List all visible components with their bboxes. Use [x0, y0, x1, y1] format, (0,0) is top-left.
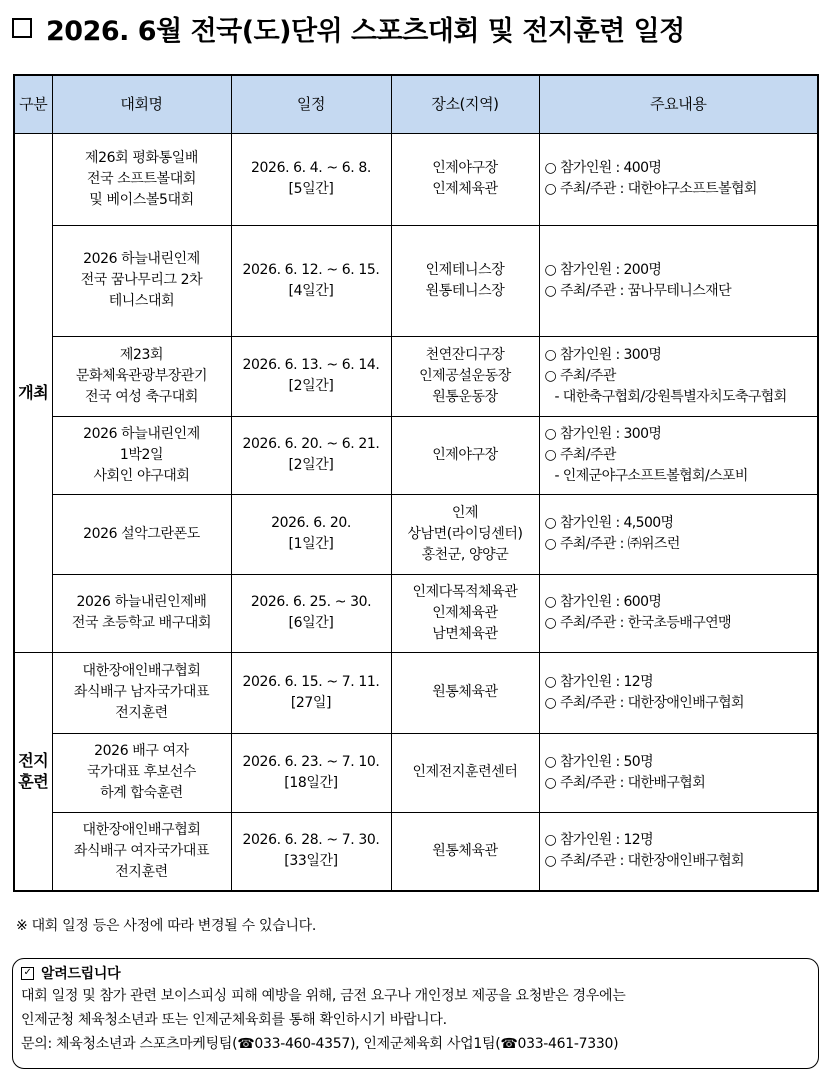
notice-line: 대회 일정 및 참가 관련 보이스피싱 피해 예방을 위해, 금전 요구나 개인정보 제공을 요청받은 경우에는: [21, 988, 626, 1004]
schedule-cell-line: [1일간]: [288, 536, 334, 552]
venue-cell-line: 인제체육관: [432, 181, 498, 197]
notice-heading: [21, 962, 810, 984]
notice-line: 문의: 체육청소년과 스포츠마케팅팀(☎033-460-4357), 인제군체육회 사업1팀(☎033-461-7330): [21, 1036, 619, 1052]
event-name-cell-line: 제23회: [119, 346, 164, 363]
schedule-cell-line: 2026. 6. 13. ~ 6. 14.: [242, 357, 380, 373]
table-row: [14, 494, 818, 574]
event-name-cell: [52, 733, 231, 812]
details-cell-line: ○ 참가인원 : 50명: [544, 753, 654, 770]
schedule-table: [13, 74, 819, 892]
schedule-cell-line: 2026. 6. 12. ~ 6. 15.: [242, 261, 380, 278]
venue-cell-line: 인제다목적체육관: [412, 583, 518, 600]
table-row: [14, 652, 818, 733]
details-cell-subline: - 대한축구협회/강원특별자치도축구협회: [554, 388, 787, 405]
event-name-cell-line: 대한장애인배구협회: [82, 663, 201, 679]
venue-cell-line: 원통체육관: [432, 684, 498, 700]
header-venue: 장소(지역): [391, 75, 539, 133]
venue-cell: [391, 336, 539, 416]
schedule-cell-line: [2일간]: [288, 378, 334, 394]
event-name-cell-line: 좌식배구 남자국가대표: [73, 684, 210, 700]
schedule-cell: [231, 225, 391, 336]
details-cell-line: ○ 참가인원 : 300명: [544, 346, 662, 363]
details-cell-line: ○ 주최/주관 : ㈜위즈런: [544, 536, 680, 552]
notice-heading-text: 알려드립니다: [41, 966, 121, 982]
schedule-cell-line: [33일간]: [284, 853, 338, 870]
details-cell-line: ○ 참가인원 : 400명: [544, 160, 662, 176]
venue-cell: [391, 652, 539, 733]
table-row: [14, 733, 818, 812]
details-cell-line: ○ 참가인원 : 200명: [544, 261, 662, 278]
event-name-cell-line: 대한장애인배구협회: [82, 821, 201, 838]
event-name-cell-line: 좌식배구 여자국가대표: [73, 842, 210, 859]
details-cell-line: ○ 주최/주관 : 대한야구소프트볼협회: [544, 181, 757, 197]
category-label: 개최: [18, 383, 49, 402]
venue-cell-line: 원통테니스장: [425, 282, 505, 299]
venue-cell: [391, 225, 539, 336]
page-title-text: 2026. 6월 전국(도)단위 스포츠대회 및 전지훈련 일정: [46, 15, 685, 47]
venue-cell-line: 인제체육관: [432, 604, 498, 621]
event-name-cell-line: 2026 하늘내린인제: [83, 425, 200, 442]
schedule-cell-line: [2일간]: [288, 457, 334, 473]
schedule-cell-line: 2026. 6. 23. ~ 7. 10.: [242, 753, 380, 770]
details-cell-line: ○ 주최/주관 : 대한배구협회: [544, 774, 706, 791]
details-cell-line: ○ 주최/주관 : 대한장애인배구협회: [544, 853, 744, 870]
event-name-cell: [52, 416, 231, 494]
venue-cell: [391, 416, 539, 494]
event-name-cell-line: 1박2일: [119, 446, 164, 463]
venue-cell-line: 남면체육관: [432, 625, 498, 642]
event-name-cell-line: 국가대표 후보선수: [86, 764, 197, 780]
details-cell: [539, 336, 818, 416]
details-cell: [539, 652, 818, 733]
event-name-cell-line: 하계 합숙훈련: [100, 785, 183, 801]
event-name-cell-line: 사회인 야구대회: [93, 467, 190, 484]
event-name-cell: [52, 574, 231, 652]
details-cell: [539, 812, 818, 891]
header-category: 구분: [14, 75, 52, 133]
schedule-cell-line: 2026. 6. 15. ~ 7. 11.: [242, 673, 380, 690]
venue-cell-line: 홍천군, 양양군: [421, 546, 509, 563]
table-row: [14, 336, 818, 416]
details-cell-line: ○ 주최/주관: [544, 367, 616, 384]
venue-cell: [391, 574, 539, 652]
details-cell-line: ○ 참가인원 : 4,500명: [544, 515, 674, 531]
event-name-cell-line: 전국 여성 축구대회: [84, 388, 199, 405]
category-cell: [14, 652, 52, 891]
notice-line: 인제군청 체육청소년과 또는 인제군체육회를 통해 확인하시기 바랍니다.: [21, 1012, 447, 1028]
venue-cell-line: 인제테니스장: [425, 261, 505, 278]
event-name-cell: [52, 225, 231, 336]
venue-cell-line: 원통체육관: [432, 842, 498, 859]
square-bullet-icon: [12, 18, 32, 38]
event-name-cell: [52, 812, 231, 891]
event-name-cell-line: 2026 하늘내린인제배: [76, 594, 207, 610]
schedule-cell-line: [18일간]: [284, 774, 338, 791]
venue-cell: [391, 133, 539, 225]
schedule-cell: [231, 494, 391, 574]
event-name-cell: [52, 336, 231, 416]
table-row: [14, 812, 818, 891]
details-cell: [539, 133, 818, 225]
venue-cell-line: 인제야구장: [432, 446, 498, 463]
details-cell-line: ○ 주최/주관 : 꿈나무테니스재단: [544, 282, 731, 299]
venue-cell: [391, 494, 539, 574]
table-header-row: [14, 75, 818, 133]
event-name-cell-line: 및 베이스볼5대회: [89, 191, 194, 208]
event-name-cell: [52, 494, 231, 574]
page-title: [12, 10, 822, 46]
schedule-cell-line: [27일]: [290, 694, 332, 711]
event-name-cell-line: 2026 하늘내린인제: [83, 251, 200, 267]
table-row: [14, 416, 818, 494]
schedule-cell-line: [4일간]: [288, 282, 334, 299]
event-name-cell-line: 제26회 평화통일배: [85, 149, 198, 166]
event-name-cell-line: 전지훈련: [115, 863, 168, 880]
table-row: [14, 225, 818, 336]
header-event-name: 대회명: [52, 75, 231, 133]
schedule-cell: [231, 416, 391, 494]
category-label: 전지: [18, 751, 49, 771]
schedule-cell-line: 2026. 6. 20.: [271, 515, 351, 531]
checkbox-icon: ✓: [21, 967, 34, 980]
event-name-cell-line: 전국 꿈나무리그 2차: [80, 272, 203, 288]
schedule-cell: [231, 133, 391, 225]
event-name-cell-line: 전국 초등학교 배구대회: [71, 615, 212, 631]
venue-cell: [391, 812, 539, 891]
schedule-cell-line: 2026. 6. 20. ~ 6. 21.: [242, 436, 380, 452]
details-cell-line: ○ 참가인원 : 300명: [544, 425, 662, 442]
event-name-cell-line: 전지훈련: [115, 705, 168, 721]
venue-cell-line: 인제: [451, 504, 479, 521]
details-cell-line: ○ 참가인원 : 600명: [544, 594, 662, 610]
venue-cell-line: 천연잔디구장: [425, 346, 505, 363]
table-row: [14, 133, 818, 225]
details-cell: [539, 733, 818, 812]
venue-cell-line: 인제공설운동장: [419, 367, 511, 384]
venue-cell-line: 상남면(라이딩센터): [407, 525, 523, 542]
schedule-change-note: ※ 대회 일정 등은 사정에 따라 변경될 수 있습니다.: [16, 918, 317, 934]
schedule-cell: [231, 574, 391, 652]
details-cell-line: ○ 참가인원 : 12명: [544, 832, 654, 849]
schedule-cell-line: 2026. 6. 28. ~ 7. 30.: [242, 832, 380, 849]
details-cell-line: ○ 주최/주관 : 대한장애인배구협회: [544, 694, 744, 711]
venue-cell: [391, 733, 539, 812]
event-name-cell-line: 2026 설악그란폰도: [83, 525, 200, 542]
header-details: 주요내용: [539, 75, 818, 133]
event-name-cell: [52, 652, 231, 733]
details-cell-line: ○ 주최/주관 : 한국초등배구연맹: [544, 615, 731, 631]
details-cell: [539, 494, 818, 574]
event-name-cell-line: 전국 소프트볼대회: [86, 170, 197, 187]
event-name-cell-line: 2026 배구 여자: [94, 743, 189, 759]
event-name-cell-line: 문화체육관광부장관기: [75, 367, 208, 384]
table-row: [14, 574, 818, 652]
details-cell-line: ○ 참가인원 : 12명: [544, 673, 654, 690]
event-name-cell-line: 테니스대회: [108, 293, 175, 309]
notice-box: [12, 958, 819, 1069]
category-cell: [14, 133, 52, 652]
schedule-cell: [231, 812, 391, 891]
header-schedule: 일정: [231, 75, 391, 133]
details-cell-line: ○ 주최/주관: [544, 446, 616, 463]
schedule-cell-line: 2026. 6. 4. ~ 6. 8.: [251, 160, 371, 176]
schedule-cell-line: 2026. 6. 25. ~ 30.: [250, 594, 372, 610]
schedule-cell: [231, 652, 391, 733]
venue-cell-line: 인제전지훈련센터: [412, 764, 518, 780]
venue-cell-line: 인제야구장: [432, 160, 498, 176]
schedule-cell: [231, 733, 391, 812]
venue-cell-line: 원통운동장: [432, 388, 498, 405]
schedule-cell-line: [5일간]: [288, 181, 334, 197]
details-cell: [539, 574, 818, 652]
schedule-cell: [231, 336, 391, 416]
details-cell: [539, 416, 818, 494]
details-cell: [539, 225, 818, 336]
details-cell-subline: - 인제군야구소프트볼협회/스포비: [554, 467, 748, 484]
event-name-cell: [52, 133, 231, 225]
schedule-cell-line: [6일간]: [288, 615, 334, 631]
category-label: 훈련: [18, 772, 49, 792]
